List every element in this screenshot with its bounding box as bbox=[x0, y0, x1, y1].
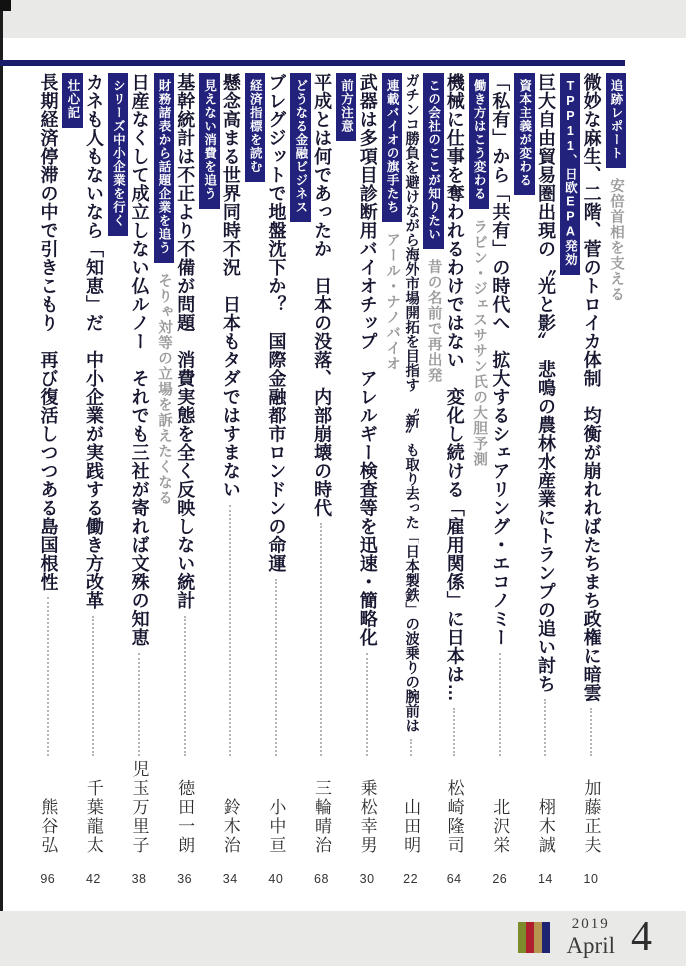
section-subtitle: 安倍首相を支える bbox=[608, 178, 624, 302]
logo-bar bbox=[526, 922, 534, 953]
section-subtitle: ラビン・ジェスササン氏の大胆予測 bbox=[471, 218, 488, 467]
page-number: 14 bbox=[537, 872, 553, 886]
page-number: 22 bbox=[403, 872, 419, 886]
section-label: 働き方はこう変わる bbox=[469, 73, 489, 209]
section-label: 追跡レポート bbox=[606, 73, 626, 168]
toc-entry bbox=[580, 73, 626, 891]
issue-number: 4 bbox=[631, 914, 652, 960]
page-number: 40 bbox=[268, 872, 284, 886]
toc-entry-main bbox=[580, 73, 601, 891]
author-area bbox=[313, 760, 330, 855]
dotted-leader bbox=[229, 505, 231, 757]
author-area bbox=[537, 760, 554, 855]
page-number: 10 bbox=[583, 872, 599, 886]
toc-entry-main bbox=[37, 73, 58, 891]
author-name: 児玉万里子 bbox=[129, 760, 149, 855]
section-head bbox=[108, 73, 128, 891]
toc-entry bbox=[37, 73, 83, 891]
page-number: 26 bbox=[492, 872, 508, 886]
author-name: 徳田一朗 bbox=[175, 779, 195, 855]
toc-entry-main bbox=[265, 73, 286, 891]
article-headline: カネも人もないなら「知恵」だ 中小企業が実践する働き方改革 bbox=[84, 73, 105, 610]
logo-bar bbox=[542, 922, 550, 953]
toc-entry bbox=[311, 73, 357, 891]
article-headline: 微妙な麻生、二階、菅のトロイカ体制 均衡が崩れればたちまち政権に暗雲 bbox=[581, 73, 602, 702]
author-name: 小中亘 bbox=[266, 798, 286, 855]
section-label: TPP11、日欧EPA発効 bbox=[560, 73, 580, 275]
page-number: 64 bbox=[446, 872, 462, 886]
author-name: 北沢栄 bbox=[490, 798, 510, 855]
section-label: どうなる金融ビジネス bbox=[290, 73, 310, 222]
toc-entry bbox=[220, 73, 266, 891]
magazine-logo bbox=[518, 916, 652, 958]
article-headline: 長期経済停滞の中で引きこもり 再び復活しつつある島国根性 bbox=[38, 73, 59, 591]
issue-month: April bbox=[566, 933, 615, 958]
toc-entry bbox=[444, 73, 490, 891]
section-head bbox=[290, 73, 310, 891]
author-name: 熊谷弘 bbox=[38, 798, 58, 855]
article-headline: ブレグジットで地盤沈下か？ 国際金融都市ロンドンの命運 bbox=[266, 73, 287, 573]
section-head bbox=[154, 73, 174, 891]
toc bbox=[38, 73, 626, 891]
article-headline: 「私有」から「共有」の時代へ 拡大するシェアリング・エコノミー bbox=[490, 73, 511, 647]
logo-bar bbox=[534, 922, 542, 953]
logo-bar bbox=[518, 922, 526, 953]
page-number: 38 bbox=[131, 872, 147, 886]
section-head bbox=[336, 73, 356, 891]
toc-entry bbox=[402, 73, 443, 891]
logo-bars-icon bbox=[518, 922, 550, 953]
dotted-leader bbox=[184, 616, 186, 757]
section-head bbox=[382, 73, 402, 891]
author-area bbox=[39, 760, 56, 855]
dotted-leader bbox=[138, 653, 140, 757]
dotted-leader bbox=[275, 579, 277, 757]
dotted-leader bbox=[590, 708, 592, 756]
toc-entry bbox=[489, 73, 535, 891]
article-headline: ガチンコ勝負を避けながら海外市場開拓を目指す 〝新〟も取り去った「日本製鉄」の波乗りの腕前は bbox=[403, 73, 420, 733]
toc-entry-main bbox=[444, 73, 465, 891]
dotted-leader bbox=[366, 653, 368, 757]
article-headline: 平成とは何であったか 日本の没落、内部崩壊の時代 bbox=[312, 73, 333, 517]
section-label: 壮心記 bbox=[62, 73, 82, 128]
toc-entry-main bbox=[220, 73, 241, 891]
section-head bbox=[606, 73, 626, 891]
top-margin-band bbox=[0, 0, 686, 38]
author-name: 山田明 bbox=[401, 798, 421, 855]
header-rule bbox=[0, 60, 625, 66]
section-label: 連載バイオの旗手たち bbox=[382, 73, 402, 222]
author-area bbox=[359, 760, 376, 855]
dotted-leader bbox=[92, 616, 94, 757]
author-name: 乗松幸男 bbox=[357, 779, 377, 855]
page-number: 34 bbox=[222, 872, 238, 886]
article-headline: 基幹統計は不正より不備が問題 消費実態を全く反映しない統計 bbox=[175, 73, 196, 610]
page-number: 42 bbox=[85, 872, 101, 886]
author-area bbox=[85, 760, 102, 855]
section-label: シリーズ中小企業を行く bbox=[108, 73, 128, 236]
section-head bbox=[469, 73, 489, 891]
dotted-leader bbox=[320, 523, 322, 756]
article-headline: 巨大自由貿易圏出現の〝光と影〟 悲鳴の農林水産業にトランプの追い討ち bbox=[536, 73, 557, 693]
section-head bbox=[245, 73, 265, 891]
toc-entry bbox=[535, 73, 581, 891]
author-name: 千葉龍太 bbox=[83, 779, 103, 855]
article-headline: 機械に仕事を奪われるわけではない 変化し続ける「雇用関係」に日本は… bbox=[444, 73, 465, 702]
scan-left-edge bbox=[0, 0, 3, 911]
section-label: この会社のここが知りたい bbox=[423, 73, 443, 249]
author-area bbox=[176, 760, 193, 855]
section-label: 経済指標を読む bbox=[245, 73, 265, 182]
section-label: 見えない消費を追う bbox=[199, 73, 219, 209]
section-head bbox=[62, 73, 82, 891]
page-number: 30 bbox=[359, 872, 375, 886]
section-subtitle: そりゃ対等の立場を訴えたくなる bbox=[156, 272, 173, 505]
section-subtitle: アール・ナノバイオ bbox=[384, 232, 401, 372]
toc-entry-main bbox=[128, 73, 149, 891]
author-name: 鈴木治 bbox=[220, 798, 240, 855]
author-name: 三輪晴治 bbox=[311, 779, 331, 855]
section-head bbox=[199, 73, 219, 891]
toc-entry-main bbox=[489, 73, 510, 891]
article-headline: 懸念高まる世界同時不況 日本もタダではすまない bbox=[220, 73, 241, 499]
section-label: 前方注意 bbox=[336, 73, 356, 141]
toc-entry-main bbox=[174, 73, 195, 891]
page-number: 36 bbox=[177, 872, 193, 886]
author-area bbox=[222, 760, 239, 855]
author-area bbox=[583, 760, 600, 855]
issue-date bbox=[566, 917, 615, 957]
dotted-leader bbox=[453, 708, 455, 756]
author-name: 栩木誠 bbox=[535, 798, 555, 855]
article-headline: 武器は多項目診断用バイオチップ アレルギー検査等を迅速・簡略化 bbox=[357, 73, 378, 647]
toc-entry bbox=[356, 73, 402, 891]
toc-entry-main bbox=[83, 73, 104, 891]
author-name: 加藤正夫 bbox=[581, 779, 601, 855]
toc-entry bbox=[128, 73, 174, 891]
author-name: 松崎隆司 bbox=[444, 779, 464, 855]
toc-entry bbox=[83, 73, 129, 891]
section-head bbox=[560, 73, 580, 891]
toc-entry-main bbox=[311, 73, 332, 891]
section-head bbox=[423, 73, 443, 891]
dotted-leader bbox=[499, 653, 501, 757]
section-label: 財務諸表から話題企業を追う bbox=[154, 73, 174, 263]
toc-entry-main bbox=[356, 73, 377, 891]
author-area bbox=[446, 760, 463, 855]
author-area bbox=[402, 760, 419, 855]
section-subtitle: 昔の名前で再出発 bbox=[425, 259, 442, 383]
dotted-leader bbox=[47, 597, 49, 756]
page-number: 68 bbox=[314, 872, 329, 886]
toc-entry-main bbox=[535, 73, 556, 891]
author-area bbox=[491, 760, 508, 855]
issue-year: 2019 bbox=[571, 916, 610, 932]
author-area bbox=[131, 760, 148, 855]
page-number: 96 bbox=[40, 872, 56, 886]
section-head bbox=[514, 73, 534, 891]
section-label: 資本主義が変わる bbox=[514, 73, 534, 195]
toc-entry bbox=[174, 73, 220, 891]
dotted-leader bbox=[410, 739, 412, 756]
dotted-leader bbox=[544, 699, 546, 756]
article-headline: 日産なくして成立しない仏ルノー それでも三社が寄れば文殊の知恵 bbox=[129, 73, 150, 647]
toc-entry-main bbox=[402, 73, 419, 891]
scan-corner-mark bbox=[0, 0, 11, 11]
author-area bbox=[267, 760, 284, 855]
toc-entry bbox=[265, 73, 311, 891]
